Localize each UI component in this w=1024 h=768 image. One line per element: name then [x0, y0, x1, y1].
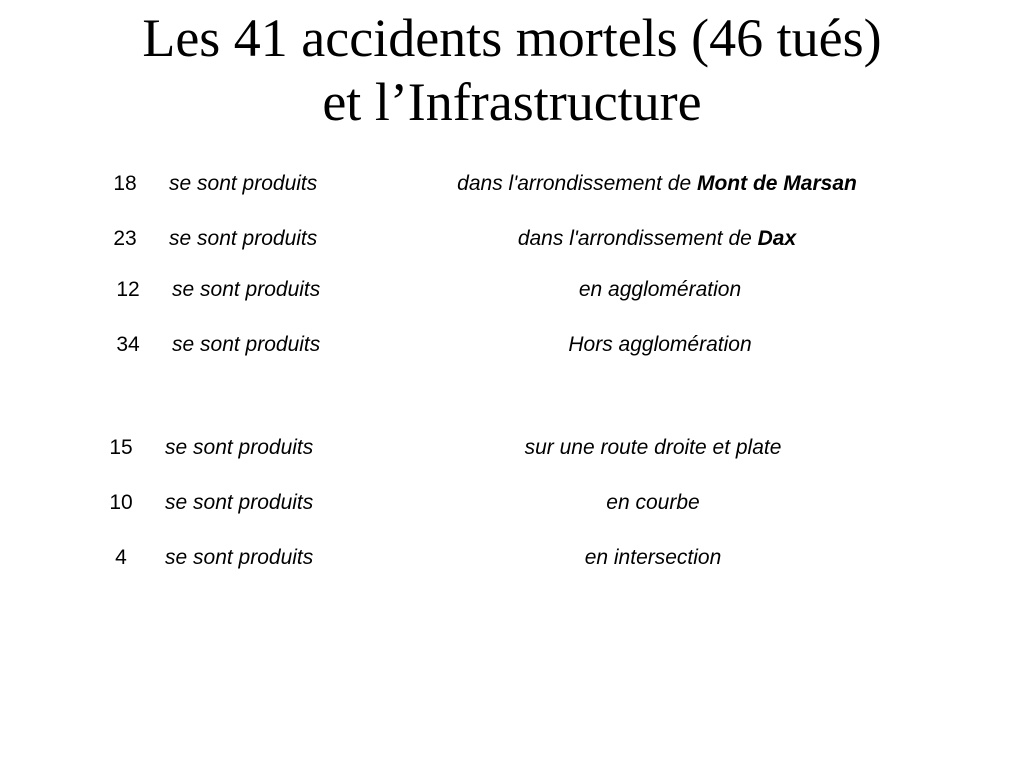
title-line-2: et l’Infrastructure [322, 72, 702, 132]
row-description: sur une route droite et plate [524, 436, 782, 459]
stat-row-dax [0, 225, 1024, 253]
row-description: en agglomération [578, 278, 742, 301]
row-verb: se sont produits [172, 278, 321, 301]
row-description [518, 225, 796, 253]
row-description: en courbe [606, 491, 700, 514]
row-description-text: dans l'arrondissement de [457, 172, 697, 195]
row-description-text: dans l'arrondissement de [517, 227, 758, 250]
row-description-bold: Dax [757, 227, 797, 250]
row-count: 4 [115, 546, 127, 569]
slide-title [0, 6, 1024, 134]
row-count: 34 [116, 333, 140, 356]
row-description-bold: Mont de Marsan [696, 172, 857, 195]
row-description [457, 170, 857, 198]
row-count: 23 [113, 227, 137, 250]
stat-row-hors-agglomeration [0, 331, 1024, 359]
row-description: en intersection [584, 546, 722, 569]
row-verb: se sont produits [165, 491, 314, 514]
row-description: Hors agglomération [568, 333, 752, 356]
row-count: 18 [113, 172, 137, 195]
stat-row-intersection [0, 544, 1024, 572]
row-verb: se sont produits [165, 436, 314, 459]
row-verb: se sont produits [172, 333, 321, 356]
row-count: 15 [109, 436, 133, 459]
row-verb: se sont produits [165, 546, 314, 569]
title-line-1: Les 41 accidents mortels (46 tués) [142, 8, 882, 68]
row-count: 10 [109, 491, 133, 514]
row-count: 12 [116, 278, 140, 301]
row-verb: se sont produits [169, 172, 318, 195]
row-verb: se sont produits [169, 227, 318, 250]
stat-row-agglomeration [0, 276, 1024, 304]
stat-row-route-droite [0, 434, 1024, 462]
stat-row-courbe [0, 489, 1024, 517]
stat-row-mont-de-marsan [0, 170, 1024, 198]
